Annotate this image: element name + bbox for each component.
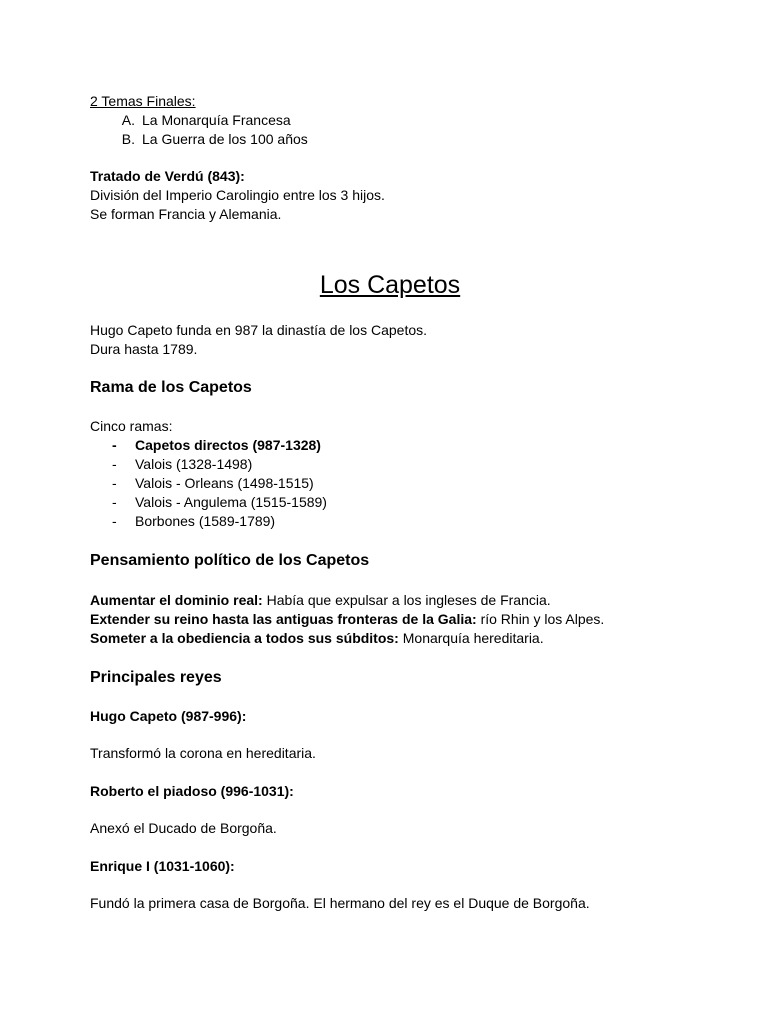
temas-heading: 2 Temas Finales:	[90, 93, 196, 109]
tratado-line: Se forman Francia y Alemania.	[90, 206, 282, 222]
intro-line: Dura hasta 1789.	[90, 341, 198, 357]
rama-lead: Cinco ramas:	[90, 418, 173, 434]
rama-heading: Rama de los Capetos	[90, 379, 252, 396]
rey-text: Fundó la primera casa de Borgoña. El hermano del rey es el Duque de Borgoña.	[90, 895, 590, 911]
rey-name: Hugo Capeto (987-996):	[90, 708, 247, 724]
list-item: - Valois - Angulema (1515-1589)	[112, 494, 327, 510]
rey-name: Roberto el piadoso (996-1031):	[90, 783, 294, 799]
list-item: - Valois - Orleans (1498-1515)	[112, 475, 314, 491]
pensamiento-item: Extender su reino hasta las antiguas fronteras de la Galia: río Rhin y los Alpes.	[90, 611, 605, 627]
pensamiento-item: Someter a la obediencia a todos sus súbditos: Monarquía hereditaria.	[90, 630, 544, 646]
reyes-heading: Principales reyes	[90, 669, 222, 686]
list-item: A. La Monarquía Francesa	[121, 112, 291, 128]
page-title: Los Capetos	[319, 271, 461, 299]
list-item: B. La Guerra de los 100 años	[121, 131, 308, 147]
list-item: - Capetos directos (987-1328)	[112, 437, 321, 453]
tratado-line: División del Imperio Carolingio entre los 3 hijos.	[90, 187, 385, 203]
temas-list	[90, 111, 690, 149]
list-item: - Valois (1328-1498)	[112, 456, 253, 472]
rey-text: Anexó el Ducado de Borgoña.	[90, 820, 277, 836]
rey-text: Transformó la corona en hereditaria.	[90, 745, 316, 761]
intro-line: Hugo Capeto funda en 987 la dinastía de los Capetos.	[90, 322, 428, 338]
pensamiento-item: Aumentar el dominio real: Había que expulsar a los ingleses de Francia.	[90, 592, 551, 608]
document-page	[90, 92, 690, 913]
tratado-heading: Tratado de Verdú (843):	[90, 168, 245, 184]
list-item: - Borbones (1589-1789)	[112, 513, 276, 529]
pensamiento-heading: Pensamiento político de los Capetos	[90, 552, 370, 569]
rey-name: Enrique I (1031-1060):	[90, 858, 235, 874]
rama-list	[90, 436, 690, 531]
